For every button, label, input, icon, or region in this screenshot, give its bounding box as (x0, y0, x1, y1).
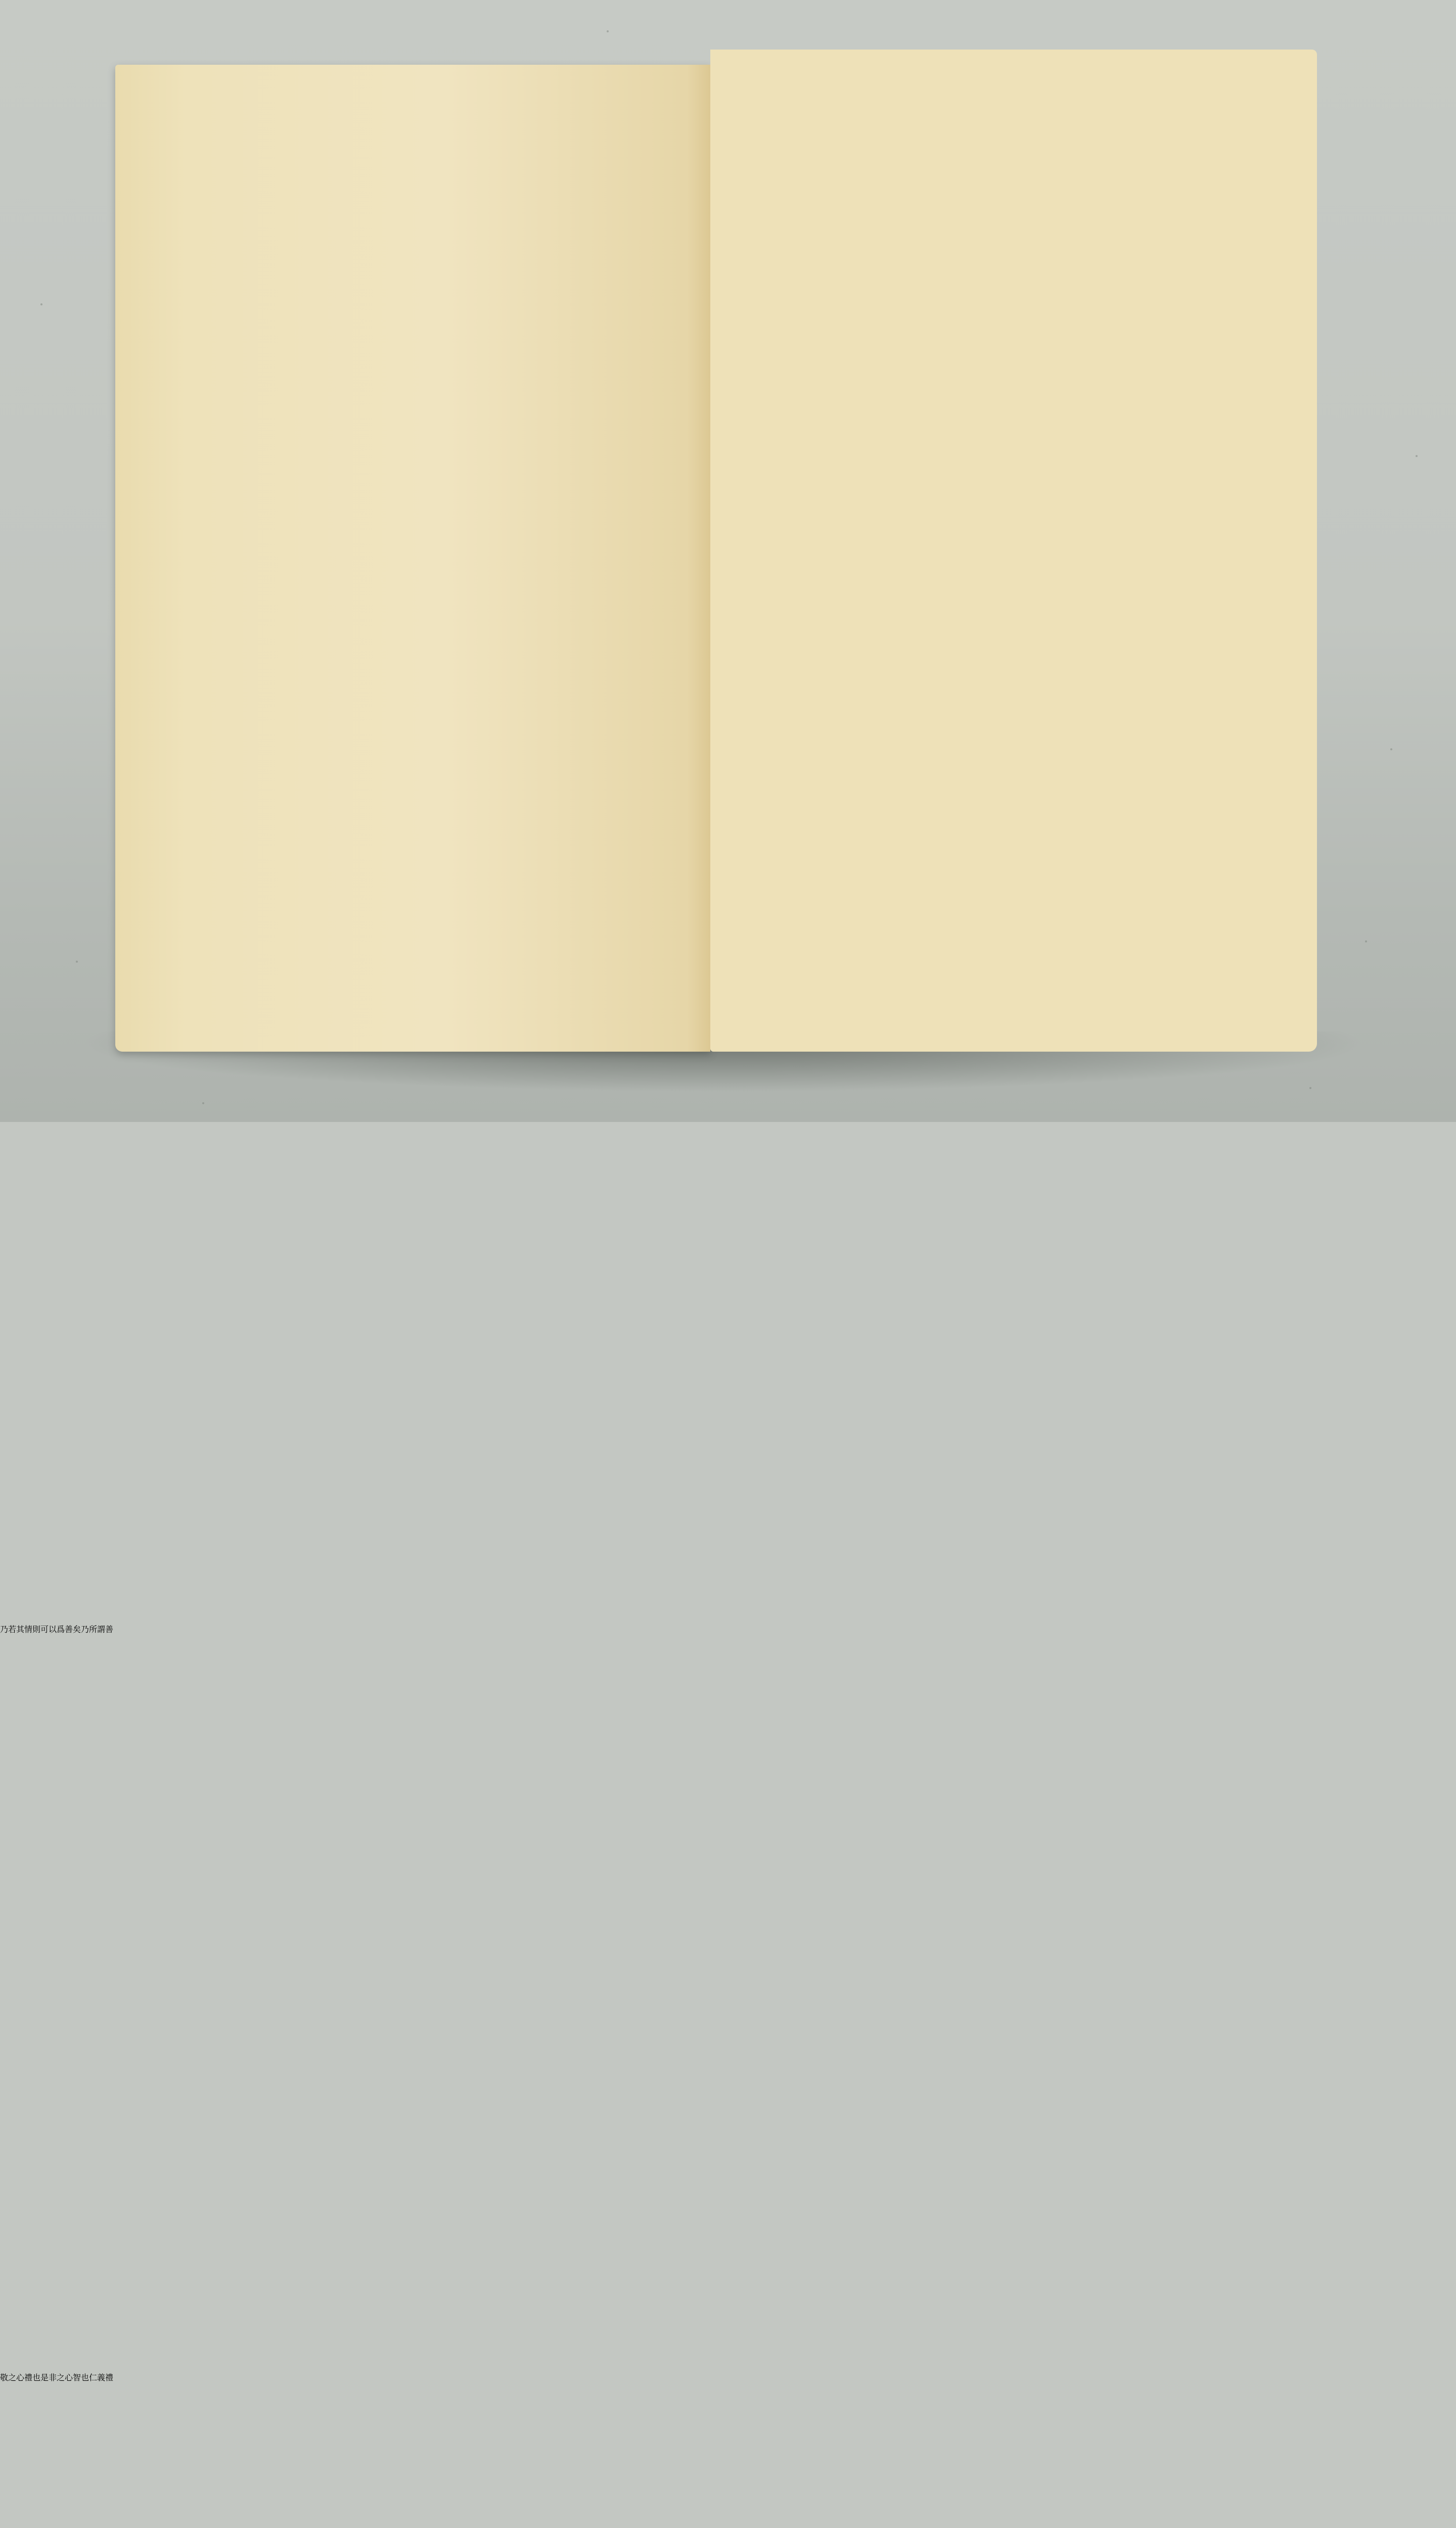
dust-speck (1390, 748, 1392, 750)
bleed-through-text: 乃若其情則可以爲善矣乃所謂善 (0, 1624, 114, 1634)
dust-speck (202, 1102, 204, 1104)
dust-speck (1365, 940, 1367, 942)
dust-speck (1416, 455, 1418, 457)
left-page (115, 65, 710, 1052)
dust-speck (76, 961, 78, 963)
right-page (710, 50, 1317, 1052)
dust-speck (607, 30, 609, 32)
bleed-through-text: 敬之心禮也是非之心智也仁義禮 (0, 2373, 114, 2382)
dust-speck (40, 303, 42, 305)
